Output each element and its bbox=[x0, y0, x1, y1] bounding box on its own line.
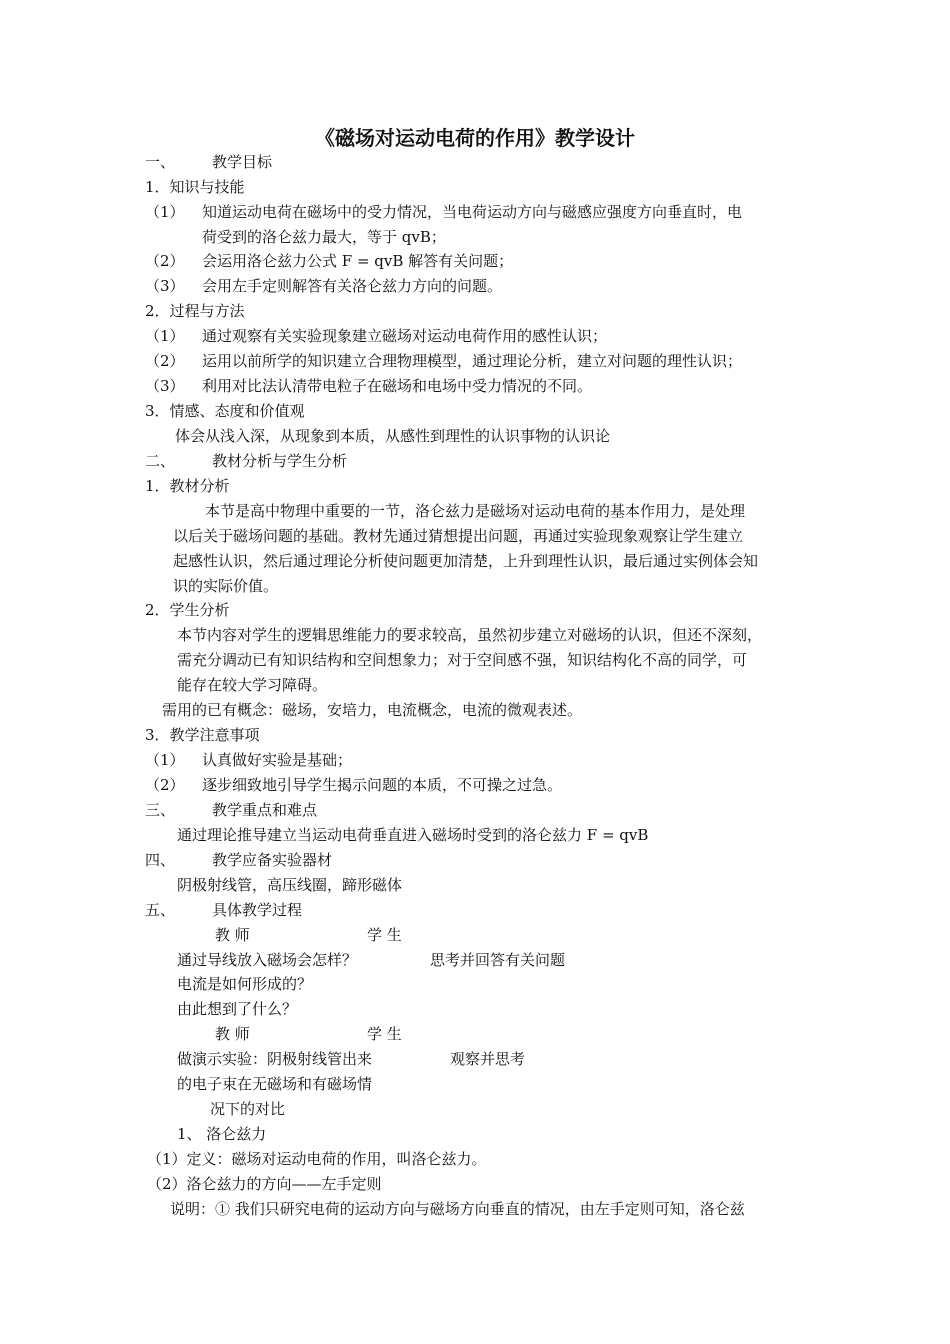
teacher-step: 通过导线放入磁场会怎样？ bbox=[177, 951, 358, 969]
item-number: （1） bbox=[145, 203, 185, 221]
item-text: 认真做好实验是基础； bbox=[202, 751, 353, 769]
subsection-2-3: 3．教学注意事项 bbox=[145, 726, 260, 744]
item-text: 利用对比法认清带电粒子在磁场和电场中受力情况的不同。 bbox=[202, 377, 593, 395]
section-1-heading: 教学目标 bbox=[212, 153, 273, 171]
paragraph-line: 本节是高中物理中重要的一节，洛仑兹力是磁场对运动电荷的基本作用力，是处理 bbox=[205, 502, 746, 520]
item-text: 通过观察有关实验现象建立磁场对运动电荷作用的感性认识； bbox=[202, 327, 608, 345]
note: 说明：① 我们只研究电荷的运动方向与磁场方向垂直的情况，由左手定则可知，洛仑兹 bbox=[170, 1200, 745, 1218]
section-5-heading: 具体教学过程 bbox=[212, 901, 303, 919]
teacher-step: 的电子束在无磁场和有磁场情 bbox=[177, 1075, 373, 1093]
student-step: 思考并回答有关问题 bbox=[430, 951, 566, 969]
paragraph-line: 能存在较大学习障碍。 bbox=[177, 676, 328, 694]
student-step: 观察并思考 bbox=[450, 1050, 526, 1068]
student-column-header: 学 生 bbox=[367, 1025, 402, 1043]
subsection-2-2: 2．学生分析 bbox=[145, 601, 230, 619]
item-text: 会运用洛仑兹力公式 F = qvB 解答有关问题； bbox=[202, 252, 514, 270]
paragraph-line: 以后关于磁场问题的基础。教材先通过猜想提出问题，再通过实验现象观察让学生建立 bbox=[173, 527, 744, 545]
paragraph-line: 本节内容对学生的逻辑思维能力的要求较高，虽然初步建立对磁场的认识，但还不深刻， bbox=[177, 626, 763, 644]
subsection-1-2: 2．过程与方法 bbox=[145, 302, 245, 320]
teacher-step: 电流是如何形成的？ bbox=[177, 975, 313, 993]
section-3-number: 三、 bbox=[145, 801, 176, 819]
item-text: 运用以前所学的知识建立合理物理模型，通过理论分析，建立对问题的理性认识； bbox=[202, 352, 743, 370]
teacher-step: 况下的对比 bbox=[210, 1100, 286, 1118]
subsection-1-1: 1．知识与技能 bbox=[145, 178, 245, 196]
item-text: 会用左手定则解答有关洛仑兹力方向的问题。 bbox=[202, 277, 503, 295]
student-column-header: 学 生 bbox=[367, 926, 402, 944]
paragraph: 需用的已有概念：磁场，安培力，电流概念，电流的微观表述。 bbox=[162, 701, 583, 719]
item-number: （2） bbox=[145, 352, 185, 370]
paragraph: 阴极射线管，高压线圈，蹄形磁体 bbox=[177, 876, 403, 894]
direction-rule: （2）洛仑兹力的方向——左手定则 bbox=[147, 1175, 382, 1193]
item-number: （2） bbox=[145, 252, 185, 270]
teacher-step: 由此想到了什么？ bbox=[177, 1000, 298, 1018]
paragraph-line: 起感性认识，然后通过理论分析使问题更加清楚，上升到理性认识，最后通过实例体会知 bbox=[173, 552, 759, 570]
section-4-heading: 教学应备实验器材 bbox=[212, 851, 333, 869]
definition: （1）定义：磁场对运动电荷的作用，叫洛仑兹力。 bbox=[147, 1150, 487, 1168]
page-title: 《磁场对运动电荷的作用》教学设计 bbox=[315, 126, 635, 150]
section-1-number: 一、 bbox=[145, 153, 176, 171]
item-number: （2） bbox=[145, 776, 185, 794]
section-4-number: 四、 bbox=[145, 851, 176, 869]
section-2-heading: 教材分析与学生分析 bbox=[212, 452, 348, 470]
lorentz-heading: 1、 洛仑兹力 bbox=[177, 1125, 267, 1143]
item-number: （1） bbox=[145, 751, 185, 769]
item-number: （1） bbox=[145, 327, 185, 345]
teacher-column-header: 教 师 bbox=[215, 926, 250, 944]
paragraph-line: 需充分调动已有知识结构和空间想象力；对于空间感不强，知识结构化不高的同学，可 bbox=[177, 651, 748, 669]
paragraph: 通过理论推导建立当运动电荷垂直进入磁场时受到的洛仑兹力 F = qvB bbox=[177, 826, 649, 844]
subsection-1-3: 3．情感、态度和价值观 bbox=[145, 402, 305, 420]
item-number: （3） bbox=[145, 277, 185, 295]
paragraph-line: 识的实际价值。 bbox=[173, 577, 279, 595]
subsection-2-1: 1．教材分析 bbox=[145, 477, 230, 495]
section-2-number: 二、 bbox=[145, 452, 176, 470]
item-number: （3） bbox=[145, 377, 185, 395]
item-text: 知道运动电荷在磁场中的受力情况，当电荷运动方向与磁感应强度方向垂直时，电 bbox=[202, 203, 743, 221]
paragraph: 体会从浅入深，从现象到本质，从感性到理性的认识事物的认识论 bbox=[175, 427, 611, 445]
section-5-number: 五、 bbox=[145, 901, 176, 919]
item-text: 逐步细致地引导学生揭示问题的本质，不可操之过急。 bbox=[202, 776, 563, 794]
section-3-heading: 教学重点和难点 bbox=[212, 801, 318, 819]
teacher-column-header: 教 师 bbox=[215, 1025, 250, 1043]
teacher-step: 做演示实验：阴极射线管出来 bbox=[177, 1050, 373, 1068]
item-text-cont: 荷受到的洛仑兹力最大，等于 qvB； bbox=[202, 228, 446, 246]
